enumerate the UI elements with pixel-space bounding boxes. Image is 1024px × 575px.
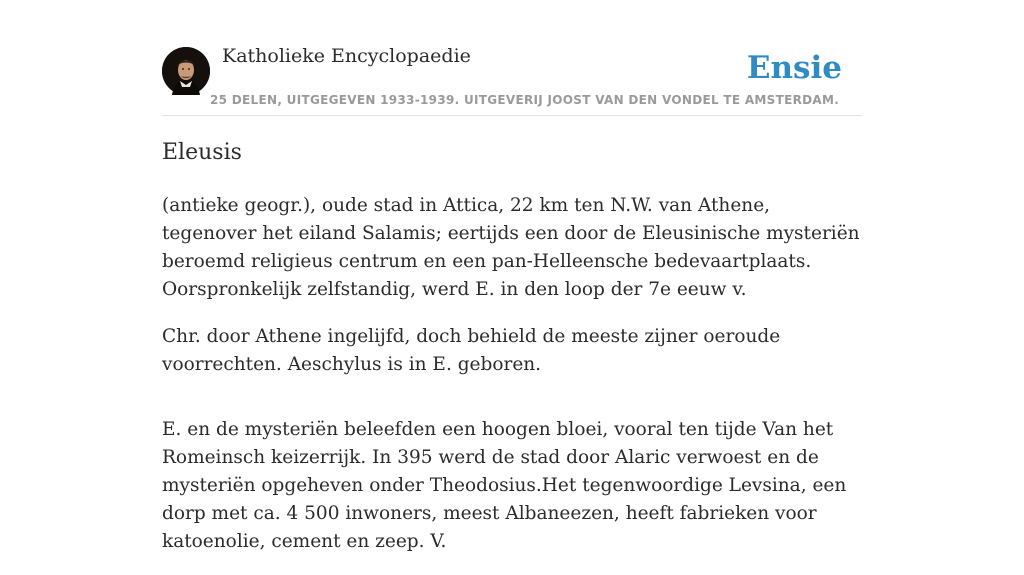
source-name[interactable]: Katholieke Encyclopaedie xyxy=(222,45,471,67)
article-paragraph: Chr. door Athene ingelijfd, doch behield de meeste zijner oeroude voorrechten. Aeschylus is in E. geboren. xyxy=(162,326,781,375)
article-title: Eleusis xyxy=(162,140,242,165)
source-meta: 25 DELEN, UITGEGEVEN 1933-1939. UITGEVERIJ JOOST VAN DEN VONDEL TE AMSTERDAM. xyxy=(210,93,840,107)
article-paragraph: (antieke geogr.), oude stad in Attica, 22 km ten N.W. van Athene, tegenover het eiland Salamis; eertijds een door de Eleusinische mysteriën beroemd religieus centrum en een pan-Helleensche bedevaartplaats. Oorspronkelijk zelfstandig, werd E. in den loop der 7e eeuw v. xyxy=(162,195,860,300)
brand-logo[interactable]: Ensie xyxy=(746,50,842,86)
portrait-icon xyxy=(162,47,210,95)
article-body xyxy=(162,192,866,575)
source-avatar[interactable] xyxy=(162,47,210,95)
article-paragraph: E. en de mysteriën beleefden een hoogen bloei, vooral ten tijde Van het Romeinsch keizerrijk. In 395 werd de stad door Alaric verwoest en de mysteriën opgeheven onder Theodosius.Het tegenwoordige Levsina, een dorp met ca. 4 500 inwoners, meest Albaneezen, heeft fabrieken voor katoenolie, cement en zeep. V. xyxy=(162,419,847,552)
source-header xyxy=(162,40,862,116)
